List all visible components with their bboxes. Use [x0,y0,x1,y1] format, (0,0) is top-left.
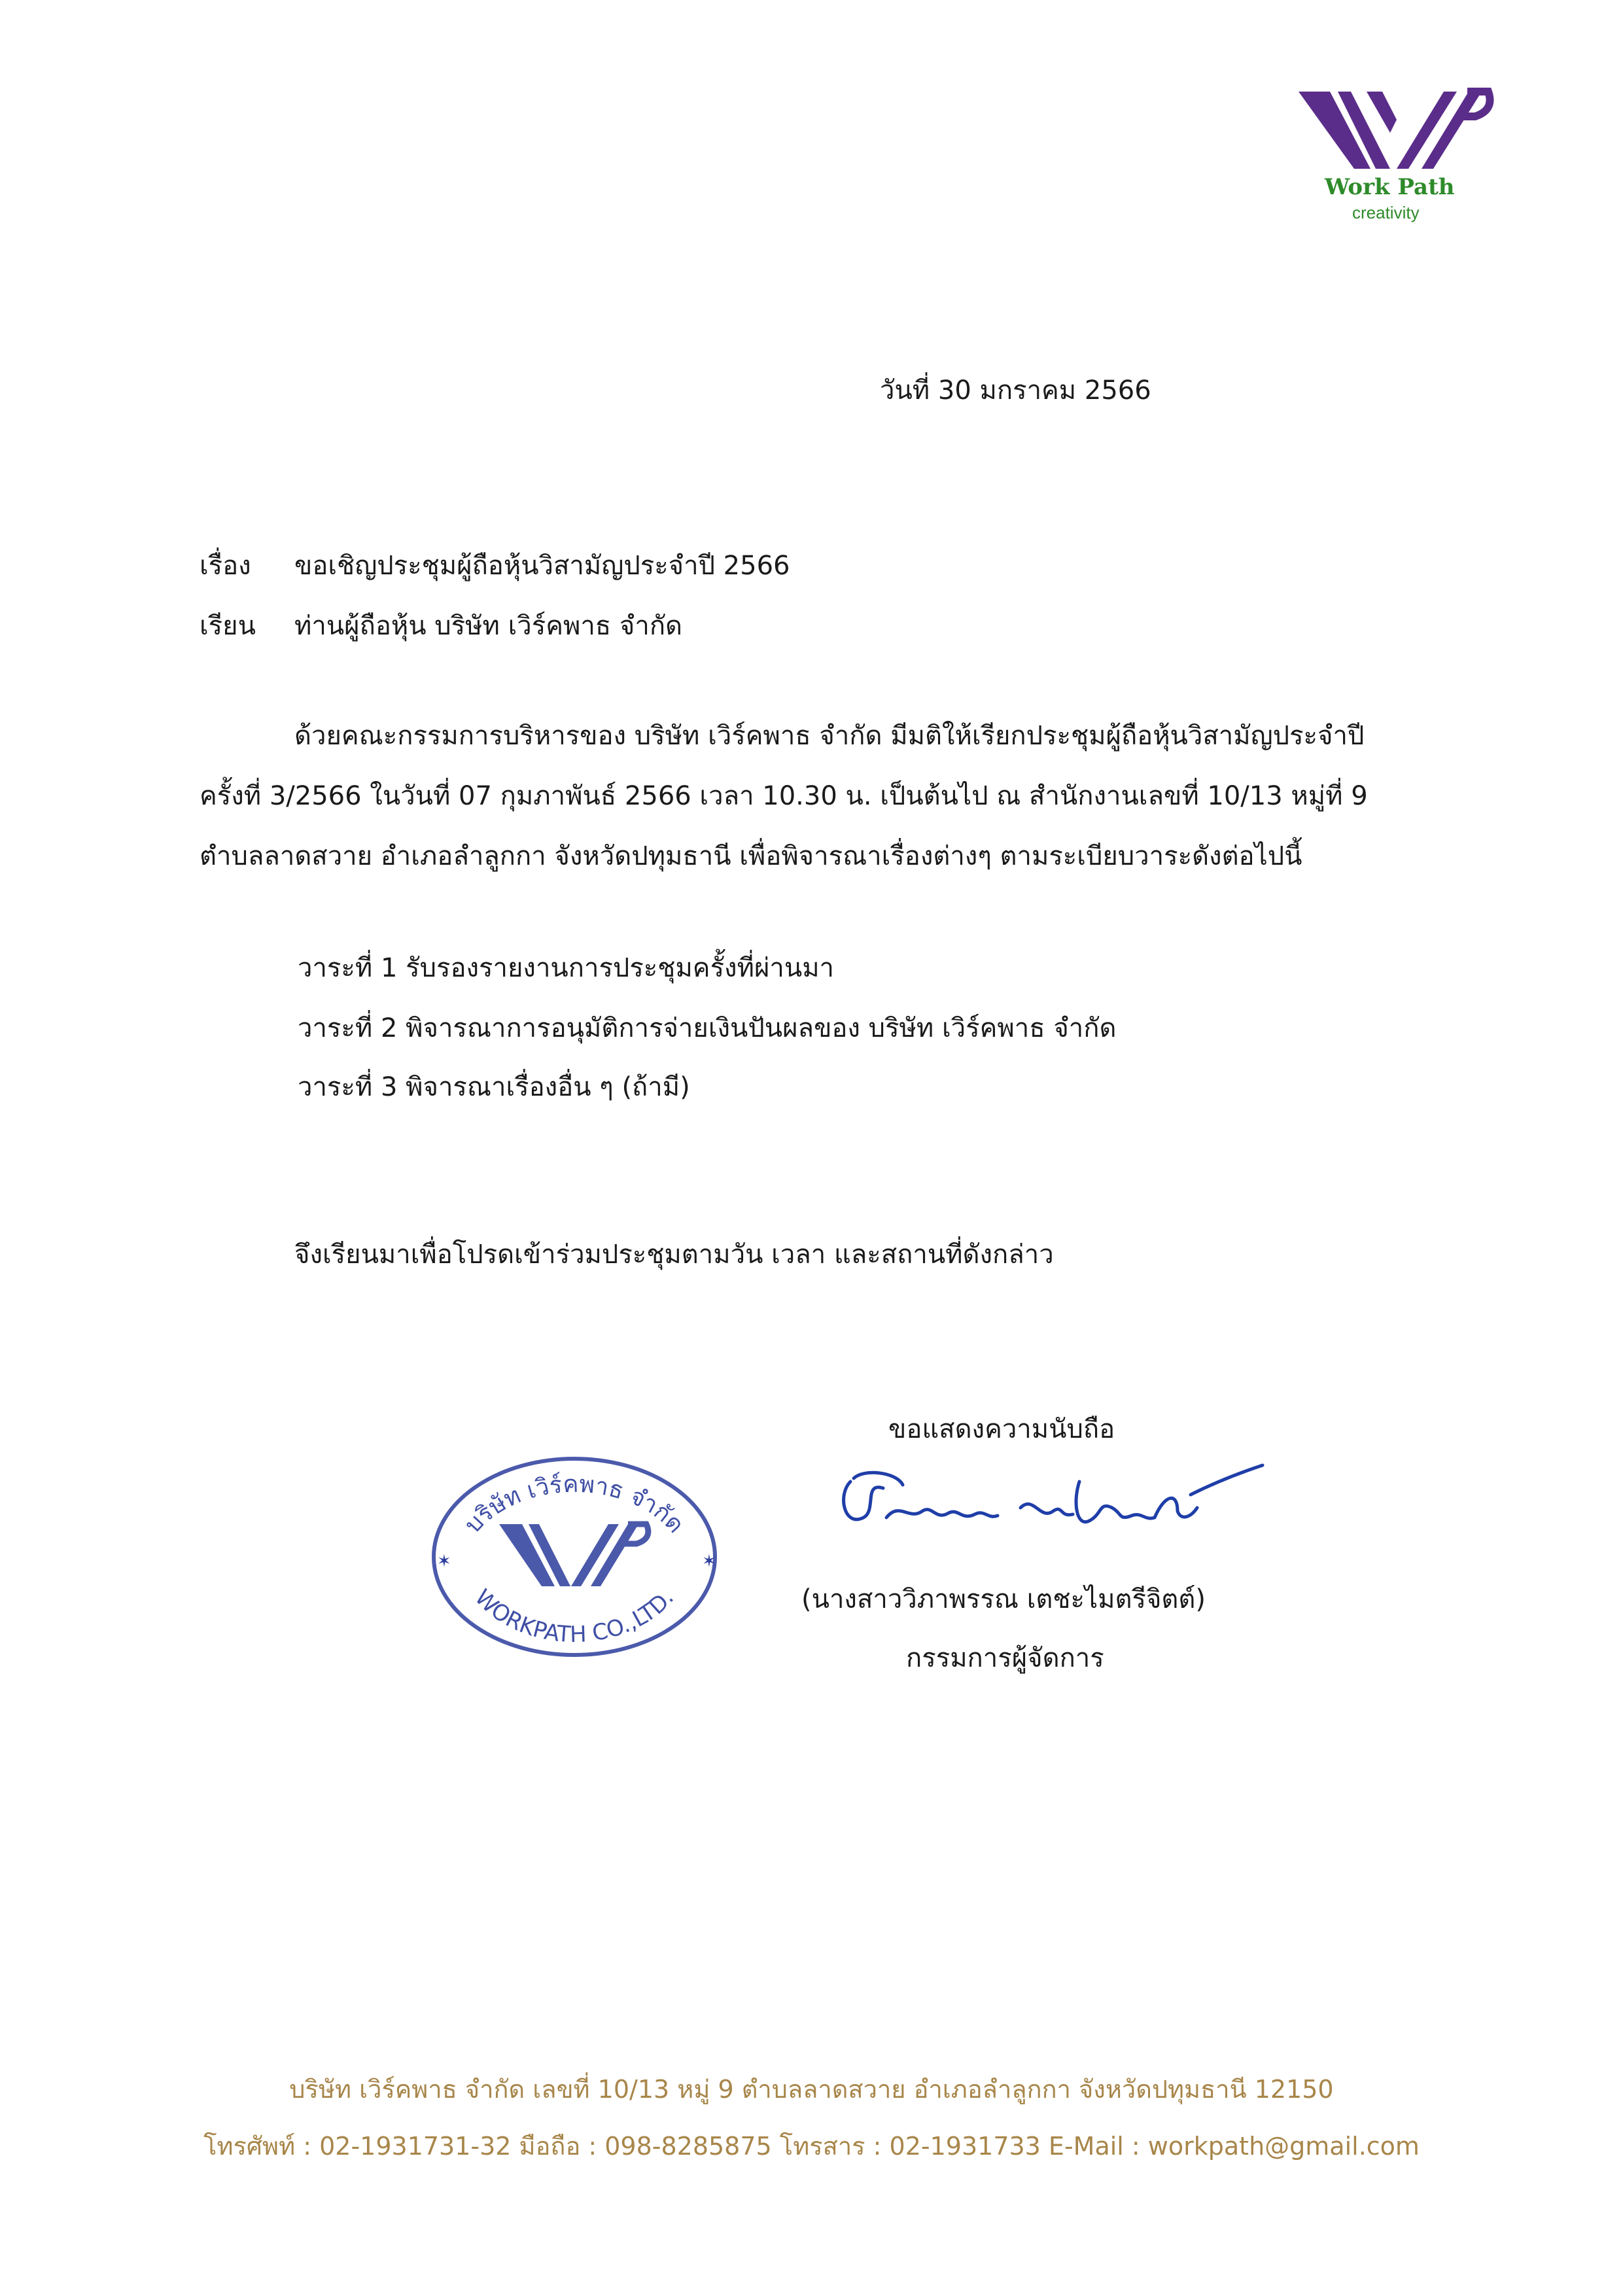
stamp-star-icon-right: ✶ [702,1552,716,1571]
body-line-1: ด้วยคณะกรรมการบริหารของ บริษัท เวิร์คพาธ จำกัด มีมติให้เรียกประชุมผู้ถือหุ้นวิสามัญประจำปี [294,721,1365,751]
subject-text: ขอเชิญประชุมผู้ถือหุ้นวิสามัญประจำปี 2566 [294,551,790,581]
workpath-logo-icon [1299,84,1495,182]
subject-label: เรื่อง [200,551,251,581]
closing-text: จึงเรียนมาเพื่อโปรดเข้าร่วมประชุมตามวัน เวลา และสถานที่ดังกล่าว [294,1240,1054,1270]
recipient-text: ท่านผู้ถือหุ้น บริษัท เวิร์คพาธ จำกัด [294,611,683,641]
stamp-bottom-text: WORKPATH CO.,LTD. [469,1584,680,1648]
stamp-top-text: บริษัท เวิร์คพาธ จำกัด [459,1470,689,1539]
company-stamp [411,1439,738,1675]
agenda-item-3: วาระที่ 3 พิจารณาเรื่องอื่น ๆ (ถ้ามี) [298,1072,690,1102]
handwritten-signature [824,1455,1269,1554]
recipient-label: เรียน [200,611,256,641]
stamp-star-icon-left: ✶ [437,1552,451,1571]
footer-contact: โทรศัพท์ : 02-1931731-32 มือถือ : 098-8285875 โทรสาร : 02-1931733 E-Mail : workpath@gmail.com [203,2132,1420,2161]
svg-text:บริษัท เวิร์คพาธ จำกัด [459,1471,689,1539]
signer-title: กรรมการผู้จัดการ [906,1643,1104,1673]
company-logo [1299,84,1495,228]
agenda-item-2: วาระที่ 2 พิจารณาการอนุมัติการจ่ายเงินปันผลของ บริษัท เวิร์คพาธ จำกัด [298,1013,1117,1043]
stamp-logo-icon [499,1524,648,1586]
regards-text: ขอแสดงความนับถือ [888,1414,1115,1444]
logo-name: Work Path [1325,174,1455,200]
letter-date: วันที่ 30 มกราคม 2566 [880,375,1151,406]
logo-tagline: creativity [1352,203,1420,222]
signer-name: (นางสาววิภาพรรณ เตชะไมตรีจิตต์) [801,1584,1206,1614]
body-line-3: ตำบลลาดสวาย อำเภอลำลูกกา จังหวัดปทุมธานี เพื่อพิจารณาเรื่องต่างๆ ตามระเบียบวาระดังต่อไปนี้ [200,841,1302,871]
body-line-2: ครั้งที่ 3/2566 ในวันที่ 07 กุมภาพันธ์ 2566 เวลา 10.30 น. เป็นต้นไป ณ สำนักงานเลขที่ 10/13 หมู่ที่ 9 [200,781,1368,811]
agenda-item-1: วาระที่ 1 รับรองรายงานการประชุมครั้งที่ผ่านมา [298,953,835,983]
footer-address: บริษัท เวิร์คพาธ จำกัด เลขที่ 10/13 หมู่ 9 ตำบลลาดสวาย อำเภอลำลูกกา จังหวัดปทุมธานี 12150 [289,2075,1334,2104]
svg-text:WORKPATH CO.,LTD. [470,1584,680,1648]
